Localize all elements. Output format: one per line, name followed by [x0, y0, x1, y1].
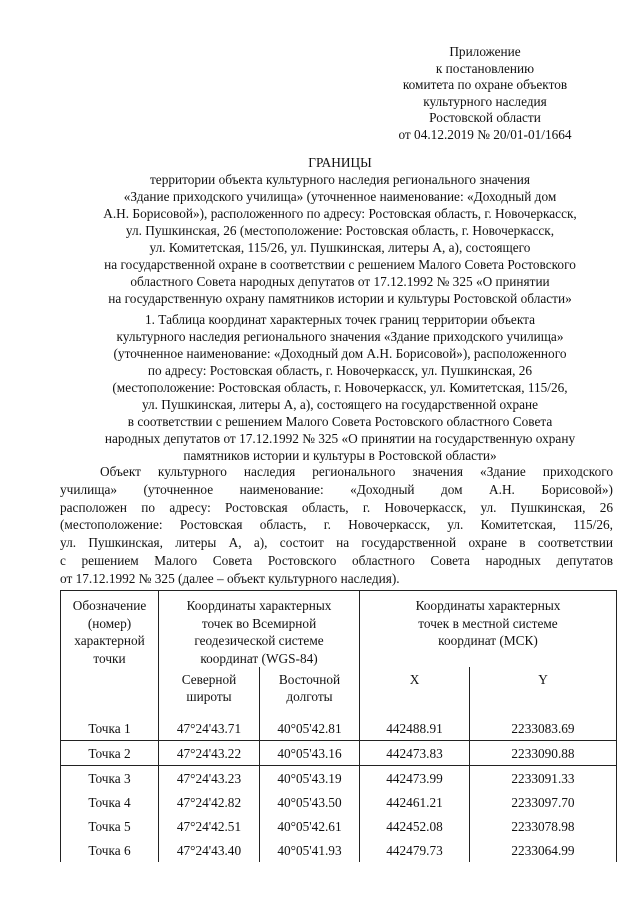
- point-name: Точка 6: [61, 838, 159, 862]
- section-line: по адресу: Ростовская область, г. Новочеркасск, ул. Пушкинская, 26: [147, 363, 533, 378]
- title-line: «Здание приходского училища» (уточненное наименование: «Доходный дом: [123, 189, 557, 204]
- y-value: 2233083.69: [470, 716, 617, 741]
- x-value: 442461.21: [360, 790, 470, 814]
- section-line: 1. Таблица координат характерных точек границ территории объекта: [145, 312, 535, 327]
- title-line: на государственной охране в соответствии с решением Малого Совета Ростовского: [104, 257, 576, 272]
- point-name: Точка 5: [61, 814, 159, 838]
- north-latitude-header: [159, 667, 260, 716]
- section-line: (уточненное наименование: «Доходный дом А.Н. Борисовой»), расположенного: [113, 346, 567, 361]
- y-value: 2233064.99: [470, 838, 617, 862]
- header-line: точки: [93, 650, 126, 666]
- table-row: [61, 741, 617, 766]
- title-line: областного Совета народных депутатов от 17.12.1992 № 325 «О принятии: [130, 274, 550, 289]
- paragraph-line: Объект культурного наследия регионального значения «Здание приходского: [100, 464, 613, 479]
- empty-cell: [61, 667, 159, 716]
- appendix-block: [370, 44, 600, 144]
- title-line: А.Н. Борисовой»), расположенного по адресу: Ростовская область, г. Новочеркасск,: [103, 206, 577, 221]
- north-value: 47°24'43.23: [159, 766, 260, 791]
- header-line: геодезической системе: [194, 633, 324, 648]
- x-value: 442452.08: [360, 814, 470, 838]
- section-line: в соответствии с решением Малого Совета Ростовского областного Совета: [127, 414, 553, 429]
- header-line: Обозначение: [72, 598, 147, 613]
- point-name: Точка 1: [61, 716, 159, 741]
- point-name: Точка 2: [61, 741, 159, 766]
- header-line: Координаты характерных: [415, 598, 561, 613]
- table-row: [61, 838, 617, 862]
- paragraph-line: (местоположение: Ростовская область, г. Новочеркасск, ул. Комитетская, 115/26,: [60, 517, 613, 533]
- section-line: народных депутатов от 17.12.1992 № 325 «О принятии на государственную охрану: [104, 431, 576, 446]
- paragraph-line: училища» (уточненное наименование: «Доходный дом А.Н. Борисовой»): [60, 481, 613, 497]
- x-header: X: [360, 667, 470, 716]
- title-line: ул. Пушкинская, 26 (местоположение: Ростовская область, г. Новочеркасск,: [125, 223, 555, 238]
- coordinates-table: [60, 590, 617, 862]
- paragraph-line: с решением Малого Совета Ростовского областного Совета народных депутатов: [60, 552, 613, 568]
- title-line: на государственную охрану памятников истории и культуры Ростовской области»: [108, 291, 572, 306]
- appendix-line: от 04.12.2019 № 20/01-01/1664: [398, 126, 572, 142]
- title-line: территории объекта культурного наследия регионального значения: [149, 172, 531, 187]
- east-value: 40°05'42.61: [260, 814, 360, 838]
- x-value: 442479.73: [360, 838, 470, 862]
- north-value: 47°24'43.40: [159, 838, 260, 862]
- header-line: характерной: [74, 633, 145, 648]
- north-value: 47°24'42.51: [159, 814, 260, 838]
- point-designation-header: [61, 591, 159, 668]
- table-row: [61, 814, 617, 838]
- appendix-line: комитета по охране объектов: [402, 77, 568, 93]
- table-row: [61, 766, 617, 791]
- point-name: Точка 3: [61, 766, 159, 791]
- y-value: 2233090.88: [470, 741, 617, 766]
- paragraph-line: от 17.12.1992 № 325 (далее – объект культурного наследия).: [60, 570, 400, 586]
- east-value: 40°05'42.81: [260, 716, 360, 741]
- msk-header: [360, 591, 617, 668]
- y-header: Y: [470, 667, 617, 716]
- east-value: 40°05'43.16: [260, 741, 360, 766]
- section-line: памятников истории и культуры в Ростовской области»: [183, 448, 497, 463]
- table-row: [61, 716, 617, 741]
- table-subheader-row: [61, 667, 617, 716]
- appendix-line: культурного наследия: [423, 93, 547, 109]
- east-longitude-header: [260, 667, 360, 716]
- header-line: точек во Всемирной: [201, 615, 317, 631]
- y-value: 2233091.33: [470, 766, 617, 791]
- north-value: 47°24'43.71: [159, 716, 260, 741]
- subheader-line: Северной: [181, 672, 237, 687]
- paragraph-line: ул. Пушкинская, литеры А, а), состоит на государственной охране в соответствии: [60, 535, 613, 551]
- header-line: (номер): [87, 615, 132, 631]
- paragraph-line: расположен по адресу: Ростовская область, г. Новочеркасск, ул. Пушкинская, 26: [60, 499, 613, 515]
- table-header-row: [61, 591, 617, 668]
- subheader-line: широты: [186, 689, 232, 704]
- description-paragraph: [60, 463, 613, 588]
- x-value: 442488.91: [360, 716, 470, 741]
- title-line: ул. Комитетская, 115/26, ул. Пушкинская, литеры А, а), состоящего: [149, 240, 531, 255]
- subheader-line: долготы: [286, 689, 333, 704]
- east-value: 40°05'43.19: [260, 766, 360, 791]
- east-value: 40°05'43.50: [260, 790, 360, 814]
- x-value: 442473.83: [360, 741, 470, 766]
- y-value: 2233097.70: [470, 790, 617, 814]
- section-line: ул. Пушкинская, литеры А, а), состоящего на государственной охране: [141, 397, 539, 412]
- header-line: координат (МСК): [438, 633, 538, 648]
- table-row: [61, 790, 617, 814]
- x-value: 442473.99: [360, 766, 470, 791]
- header-line: координат (WGS-84): [200, 650, 318, 666]
- section-heading: [60, 311, 620, 464]
- header-line: точек в местной системе: [418, 615, 558, 631]
- appendix-line: к постановлению: [435, 60, 535, 76]
- title-heading: ГРАНИЦЫ: [308, 155, 372, 170]
- east-value: 40°05'41.93: [260, 838, 360, 862]
- section-line: культурного наследия регионального значения «Здание приходского училища»: [116, 329, 564, 344]
- section-line: (местоположение: Ростовская область, г. Новочеркасск, ул. Комитетская, 115/26,: [112, 380, 568, 395]
- point-name: Точка 4: [61, 790, 159, 814]
- subheader-line: Восточной: [278, 672, 341, 687]
- header-line: Координаты характерных: [186, 598, 332, 613]
- appendix-line: Приложение: [449, 44, 521, 59]
- y-value: 2233078.98: [470, 814, 617, 838]
- document-title: [60, 154, 620, 307]
- wgs84-header: [159, 591, 360, 668]
- north-value: 47°24'42.82: [159, 790, 260, 814]
- appendix-line: Ростовской области: [429, 110, 541, 126]
- north-value: 47°24'43.22: [159, 741, 260, 766]
